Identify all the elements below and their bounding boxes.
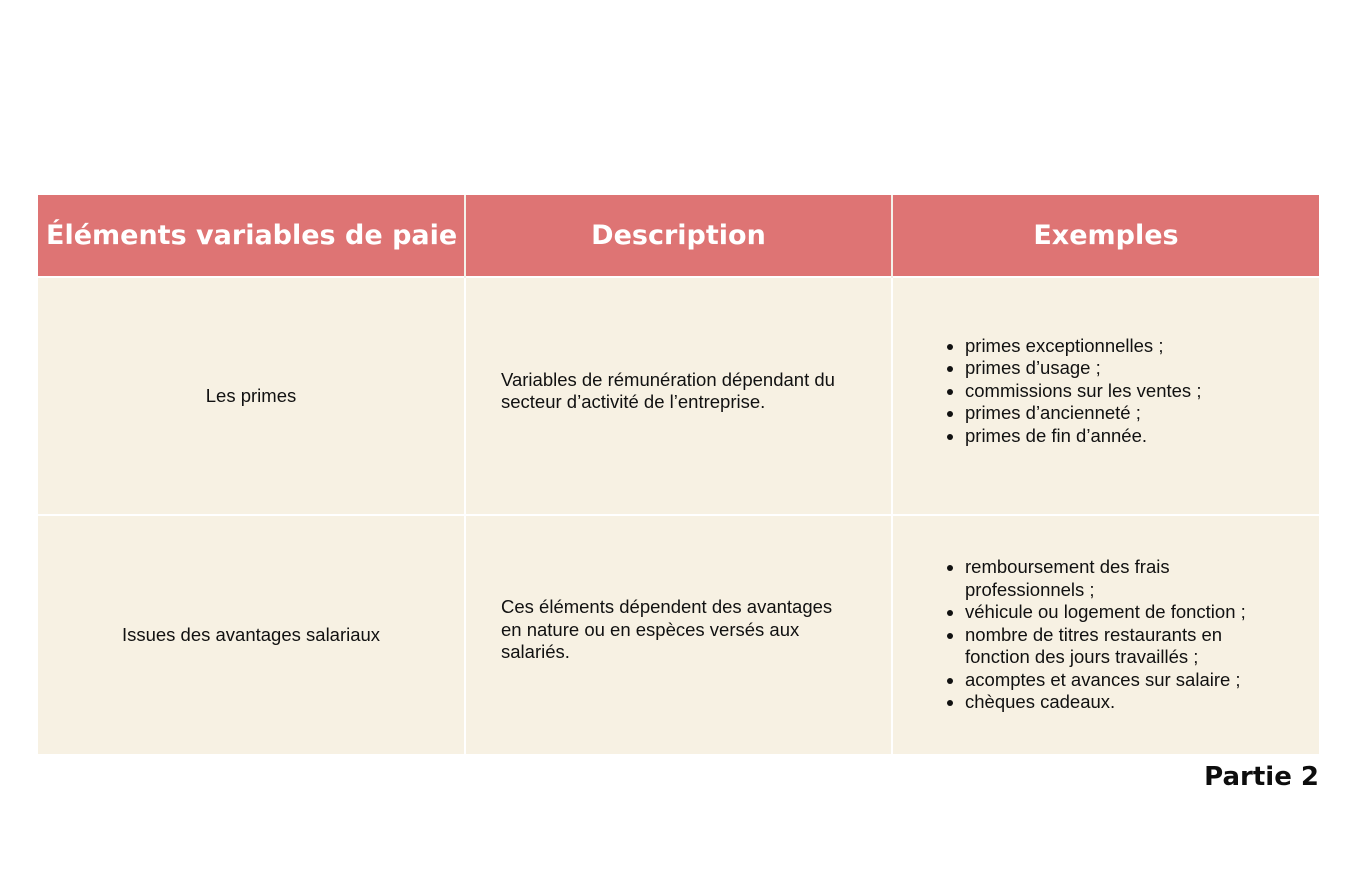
list-item [965,669,1289,692]
example-text: primes exceptionnelles ; [965,334,1164,356]
row-description-cell [465,515,892,754]
row-description-cell [465,277,892,515]
list-item [965,556,1289,601]
table-row [38,277,1319,515]
example-text: primes de fin d’année. [965,424,1148,446]
example-text: acomptes et avances sur salaire ; [965,668,1241,690]
row-name-cell [38,277,465,515]
list-item [965,691,1289,714]
header-description: Description [465,195,892,277]
row-name-cell [38,515,465,754]
example-text: chèques cadeaux. [965,691,1116,713]
pay-elements-table [38,195,1319,754]
list-item [965,425,1289,448]
bullet-icon [947,389,953,395]
row-examples-cell [892,277,1319,515]
table-row [38,515,1319,754]
example-text: primes d’ancienneté ; [965,402,1141,424]
row-name: Issues des avantages salariaux [121,623,381,645]
list-item [965,357,1289,380]
bullet-icon [947,344,953,350]
table-header-row [38,195,1319,277]
row-description: Ces éléments dépendent des avantages en nature ou en espèces versés aux salariés. [501,596,833,663]
list-item [965,402,1289,425]
bullet-icon [947,565,953,571]
example-text: remboursement des frais professionnels ; [965,556,1170,600]
list-item [965,380,1289,403]
row-description: Variables de rémunération dépendant du secteur d’activité de l’entreprise. [501,368,835,412]
list-item [965,335,1289,358]
bullet-icon [947,633,953,639]
example-text: commissions sur les ventes ; [965,379,1202,401]
bullet-icon [947,411,953,417]
bullet-icon [947,678,953,684]
header-examples: Exemples [892,195,1319,277]
bullet-icon [947,700,953,706]
example-text: primes d’usage ; [965,357,1101,379]
bullet-icon [947,434,953,440]
list-item [965,624,1289,669]
row-name: Les primes [205,384,297,406]
bullet-icon [947,610,953,616]
examples-list [965,335,1289,448]
example-text: nombre de titres restaurants en fonction des jours travaillés ; [965,623,1223,668]
row-examples-cell [892,515,1319,754]
list-item [965,601,1289,624]
example-text: véhicule ou logement de fonction ; [965,601,1246,623]
part-label: Partie 2 [1204,762,1319,792]
header-elements: Éléments variables de paie [38,195,465,277]
examples-list [965,556,1289,714]
bullet-icon [947,366,953,372]
